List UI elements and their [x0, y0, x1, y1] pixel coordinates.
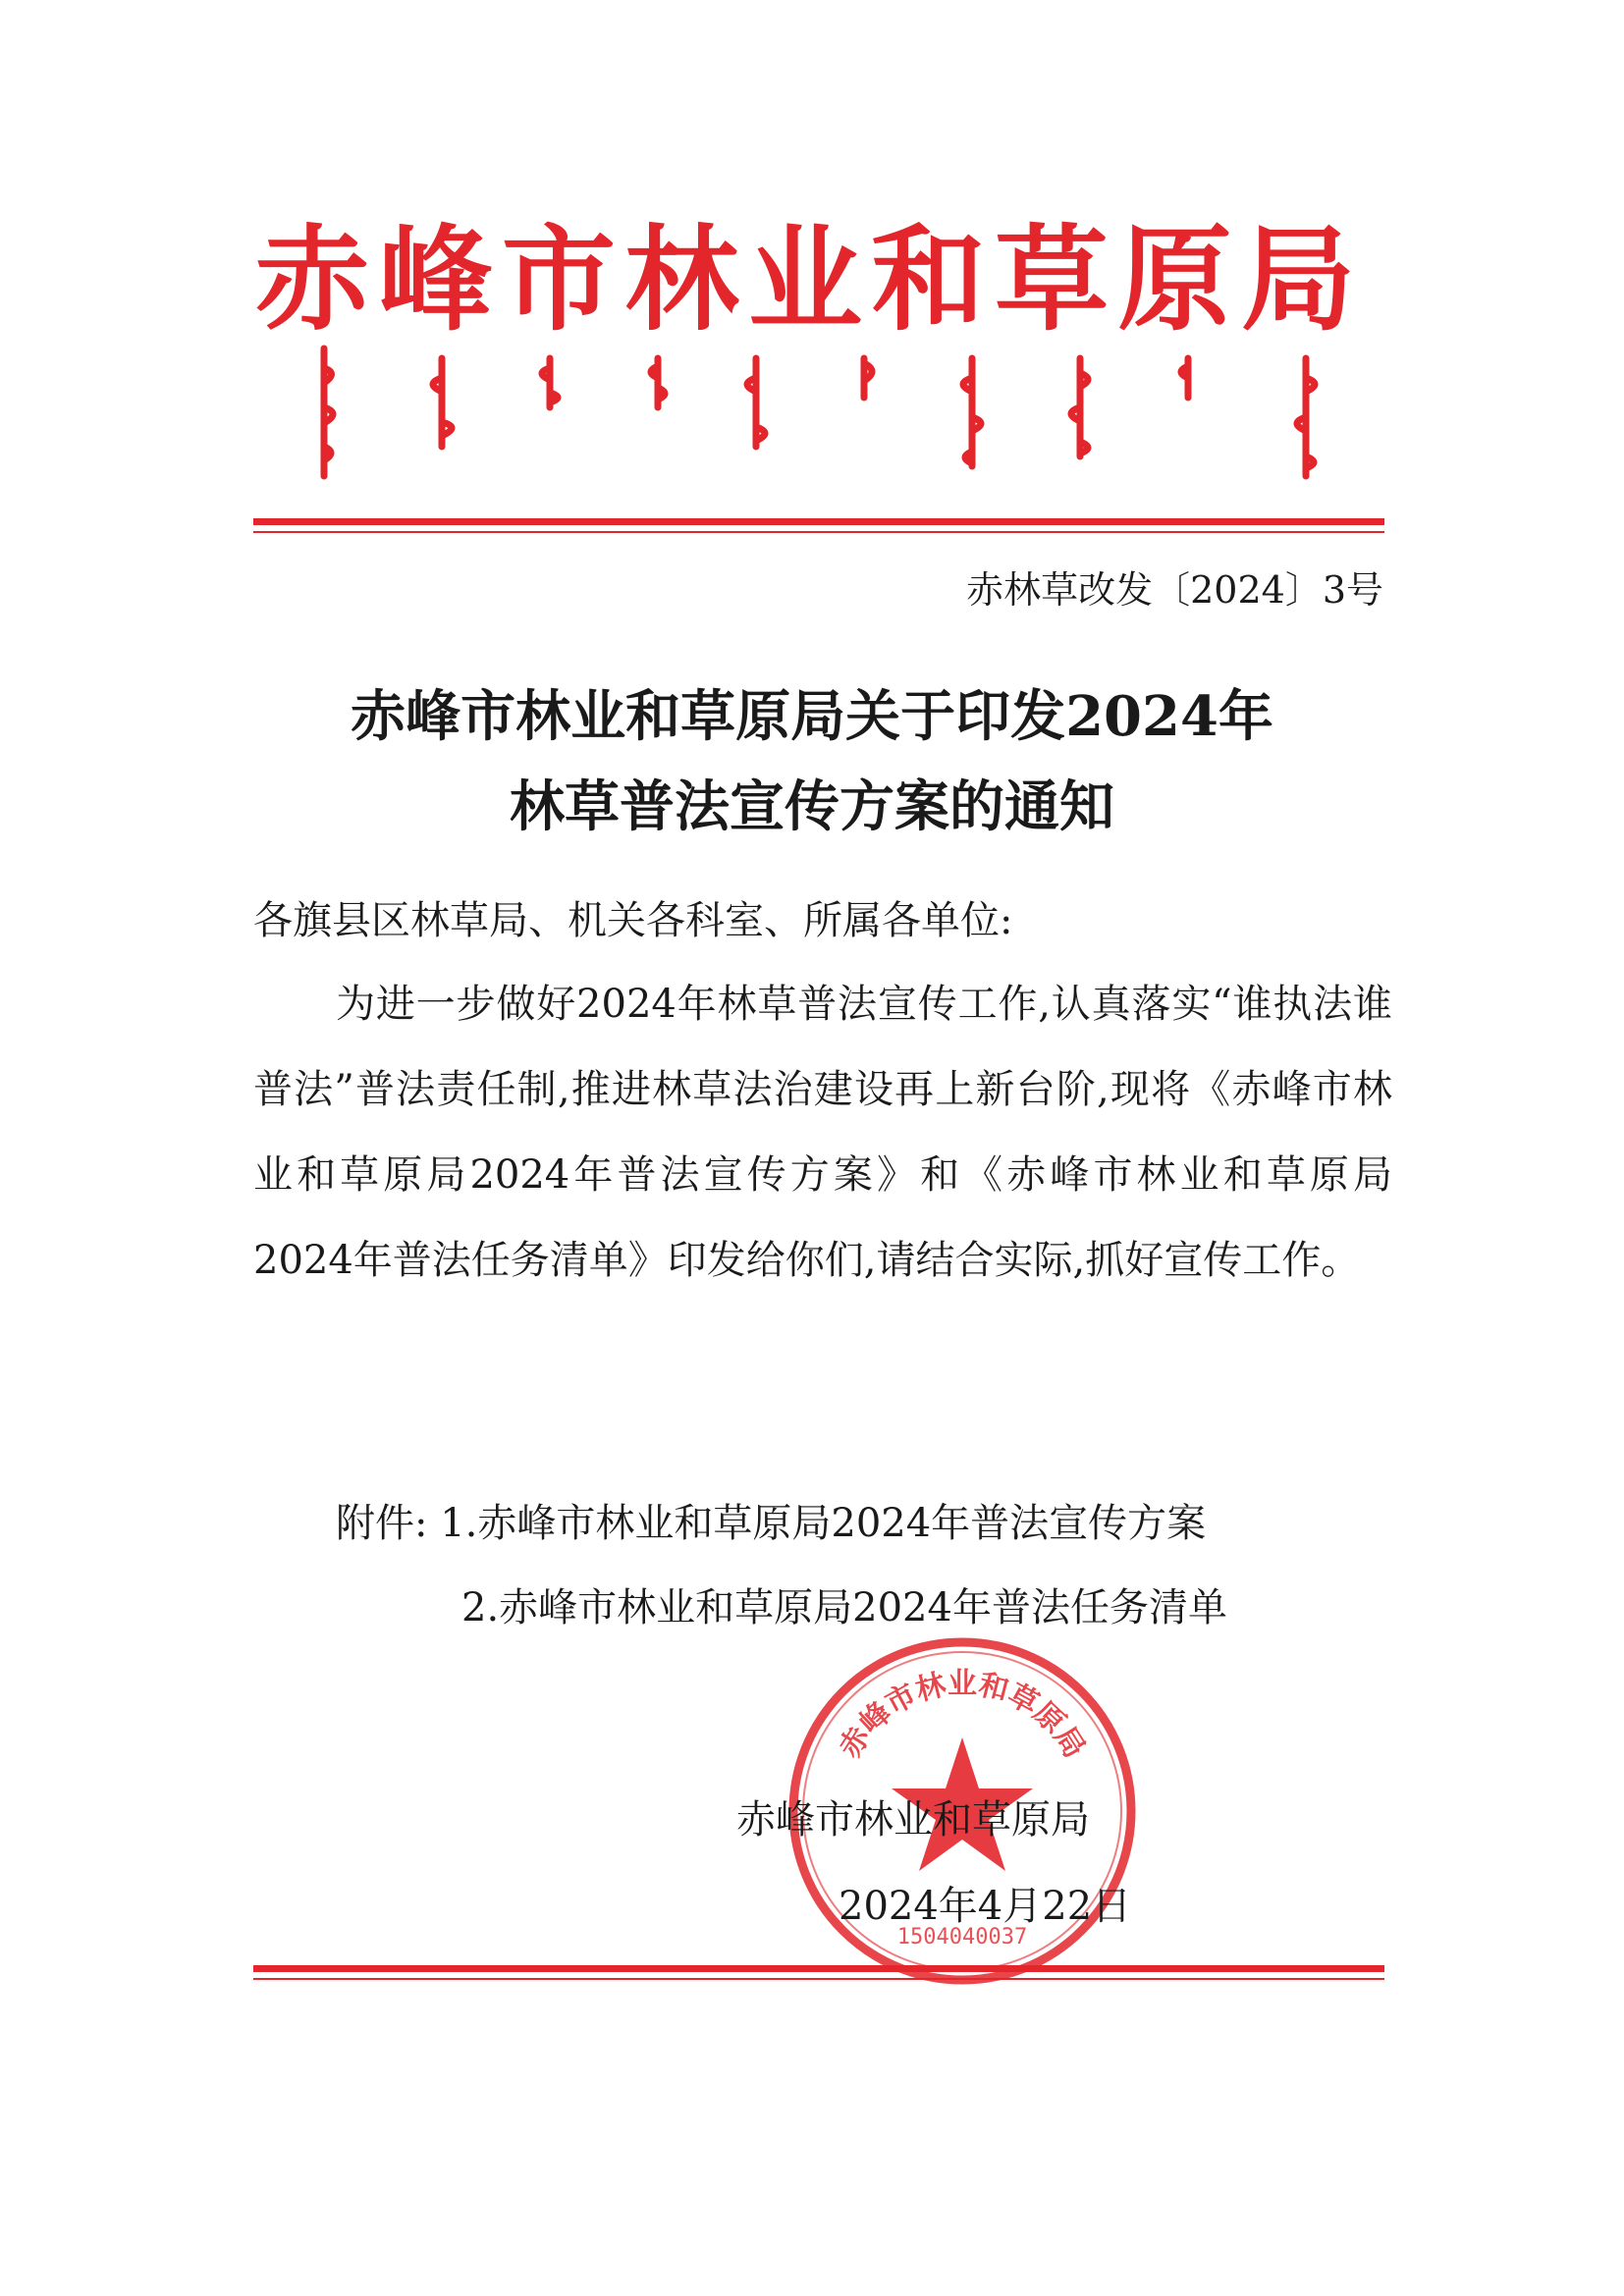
org-header-char: 业 [748, 212, 862, 347]
org-header-char: 市 [502, 212, 616, 347]
org-header-char: 赤 [255, 212, 369, 347]
org-header-char: 和 [871, 212, 986, 347]
seal-text: 赤峰市林业和草原局 [833, 1667, 1092, 1765]
org-header-title [255, 201, 1355, 347]
org-header-char: 草 [995, 212, 1109, 347]
attachment-label: 附件: [336, 1501, 428, 1546]
org-header-char: 原 [1117, 212, 1232, 347]
body-paragraph: 为进一步做好2024年林草普法宣传工作,认真落实“谁执法谁普法”普法责任制,推进林草法治建设再上新台阶,现将《赤峰市林业和草原局2024年普法宣传方案》和《赤峰市林业和草原局2024年普法任务清单》印发给你们,请结合实际,抓好宣传工作。 [253, 982, 1392, 1283]
issue-date: 2024年4月22日 [839, 1884, 1132, 1929]
issuer-signature: 赤峰市林业和草原局 [736, 1797, 1090, 1842]
document-number: 赤林草改发〔2024〕3号 [966, 568, 1383, 612]
rule-thick-line [253, 1965, 1384, 1972]
attachment-item-1-text: 1.赤峰市林业和草原局2024年普法宣传方案 [440, 1501, 1207, 1546]
rule-thin-line [253, 1978, 1384, 1980]
mongolian-script-graphic [295, 339, 1355, 486]
org-header-char: 林 [624, 212, 739, 347]
addressee: 各旗县区林草局、机关各科室、所属各单位: [253, 898, 1013, 943]
document-title-line-1: 赤峰市林业和草原局关于印发2024年 [351, 684, 1273, 749]
org-header-char: 局 [1241, 212, 1355, 347]
seal-number: 1504040037 [896, 1925, 1028, 1949]
attachment-item-1 [336, 1492, 1206, 1548]
footer-red-rule [253, 1965, 1384, 1980]
attachment-item-2: 2.赤峰市林业和草原局2024年普法任务清单 [461, 1585, 1227, 1630]
header-red-rule [253, 518, 1384, 533]
rule-thick-line [253, 518, 1384, 525]
org-header-char: 峰 [378, 212, 493, 347]
document-title-line-2: 林草普法宣传方案的通知 [510, 774, 1114, 839]
mongolian-script-header [295, 339, 1355, 486]
rule-thin-line [253, 531, 1384, 533]
